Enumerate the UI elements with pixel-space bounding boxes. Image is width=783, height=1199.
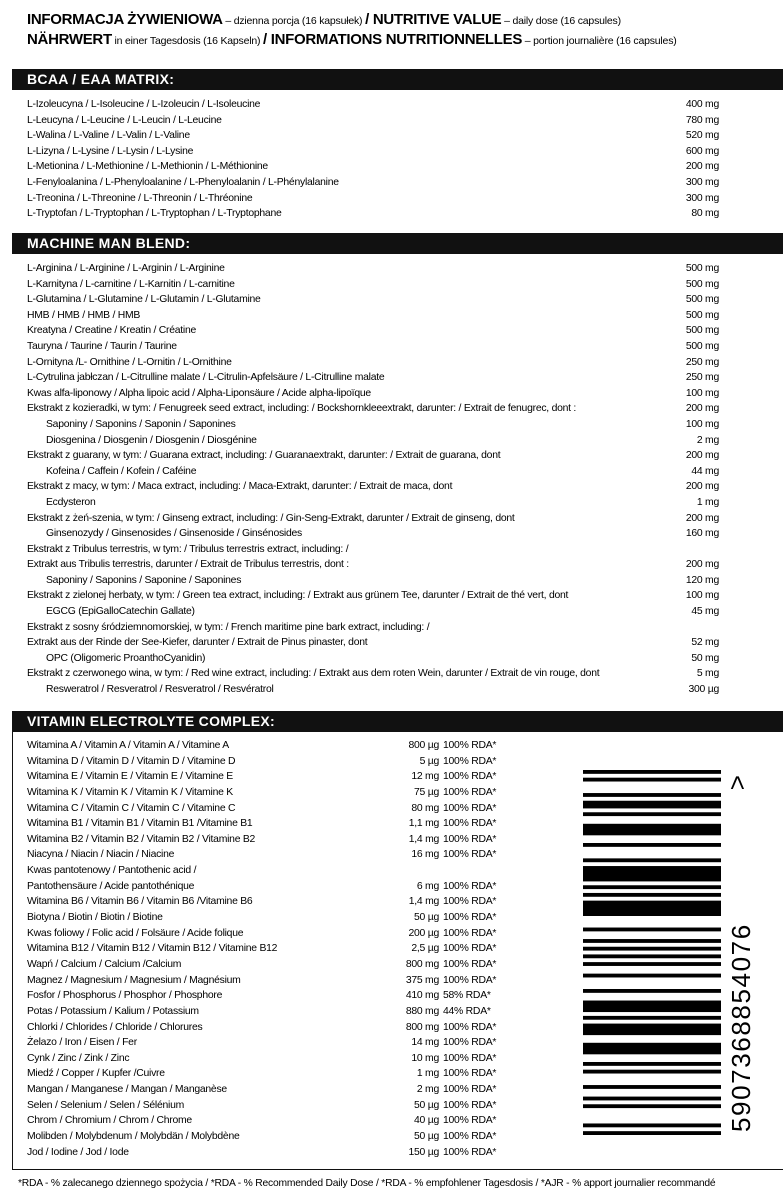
vitamin-row [27, 1004, 527, 1020]
nutrient-label: L-Metionina / L-Methionine / L-Methionin / L-Méthionine [27, 161, 268, 173]
vitamin-rda: 100% RDA* [443, 740, 497, 751]
nutrient-label: L-Leucyna / L-Leucine / L-Leucin / L-Leucine [27, 114, 222, 126]
barcode [583, 770, 721, 1135]
nutrient-amount: 500 mg [685, 294, 719, 306]
barcode-bar [583, 901, 721, 916]
vitamin-row [27, 894, 527, 910]
nutrient-row [27, 277, 719, 293]
nutrient-label: Ekstrakt z sosny śródziemnomorskiej, w tym: / French maritime pine bark extract, including: / [27, 621, 430, 633]
nutrient-label: L-Cytrulina jabłczan / L-Citrulline malate / L-Citrulin-Apfelsäure / L-Citrulline malate [27, 372, 385, 384]
nutrient-amount: 100 mg [685, 387, 719, 399]
barcode-bar [583, 974, 721, 978]
vitamin-rda: 100% RDA* [443, 1131, 497, 1143]
barcode-bar [583, 1070, 721, 1074]
vitamin-rda: 100% RDA* [443, 1052, 497, 1064]
vitamin-label: Kwas pantotenowy / Pantothenic acid / [27, 865, 197, 877]
nutrient-row [27, 401, 719, 417]
nutrient-amount: 200 mg [685, 512, 719, 524]
nutrient-amount: 100 mg [685, 590, 719, 602]
nutrient-label: L-Treonina / L-Threonine / L-Threonin / L-Thréonine [27, 192, 253, 204]
nutrient-label: Ekstrakt z macy, w tym: / Maca extract, including: / Maca-Extrakt, darunter: / Extrait de maca, dont [27, 481, 453, 493]
nutrient-amount: 2 mg [696, 434, 719, 446]
nutrient-amount: 500 mg [685, 278, 719, 290]
vitamin-row [27, 910, 527, 926]
vitamin-label: Wapń / Calcium / Calcium /Calcium [27, 958, 182, 970]
nutrient-label: L-Walina / L-Valine / L-Valin / L-Valine [27, 130, 190, 142]
vitamin-amount: 375 mg [405, 974, 439, 986]
vitamin-rda: 100% RDA* [443, 1146, 497, 1158]
vitamin-label: Molibden / Molybdenum / Molybdän / Molybdène [27, 1131, 240, 1143]
vitamin-label: Biotyna / Biotin / Biotin / Biotine [27, 912, 163, 924]
nutrient-amount: 200 mg [685, 161, 719, 173]
vitamin-row [27, 957, 527, 973]
section-title-blend: MACHINE MAN BLEND: [12, 233, 783, 254]
nutrient-label: EGCG (EpiGalloCatechin Gallate) [46, 606, 195, 618]
vitamin-rda: 100% RDA* [443, 927, 497, 939]
vitamin-label: Miedź / Copper / Kupfer /Cuivre [27, 1068, 165, 1080]
nutrient-row [27, 323, 719, 339]
nutrient-amount: 200 mg [685, 403, 719, 415]
vitamin-amount: 6 mg [416, 880, 439, 892]
nutrient-amount: 52 mg [691, 637, 719, 649]
nutrient-amount: 50 mg [691, 652, 719, 664]
vitamin-row [27, 754, 527, 770]
vitamin-amount: 2,5 µg [411, 943, 439, 955]
nutrient-row [27, 666, 719, 682]
nutrient-amount: 500 mg [685, 340, 719, 352]
nutrient-row [27, 604, 719, 620]
barcode-bar [583, 824, 721, 836]
vitamin-amount: 2 mg [416, 1084, 439, 1096]
nutrient-amount: 120 mg [685, 574, 719, 586]
nutrient-amount: 44 mg [691, 465, 719, 477]
vitamin-rda: 100% RDA* [443, 958, 497, 970]
vitamin-label: Witamina B6 / Vitamin B6 / Vitamin B6 /Vitamine B6 [27, 896, 253, 908]
vitamin-amount: 50 µg [414, 1131, 439, 1143]
vitamin-amount: 1,4 mg [408, 896, 439, 908]
vitamin-row [27, 879, 527, 895]
section-title-bcaa: BCAA / EAA MATRIX: [12, 69, 783, 90]
barcode-marker: > [721, 775, 752, 791]
vitamin-row [27, 1051, 527, 1067]
nutrient-row [27, 557, 719, 573]
vitamin-row [27, 1082, 527, 1098]
barcode-bar [583, 843, 721, 847]
nutrient-row [27, 308, 719, 324]
vitamin-amount: 800 µg [408, 740, 439, 751]
nutrient-label: OPC (Oligomeric ProanthoCyanidin) [46, 652, 206, 664]
vitamin-label: Chlorki / Chlorides / Chloride / Chlorures [27, 1021, 203, 1033]
barcode-bar [583, 893, 721, 897]
vitamin-row [27, 1098, 527, 1114]
vitamin-row [27, 1066, 527, 1082]
nutrient-amount: 300 mg [685, 176, 719, 188]
nutrient-amount: 80 mg [691, 208, 719, 220]
vitamin-rda: 100% RDA* [443, 943, 497, 955]
vitamin-label: Cynk / Zinc / Zink / Zinc [27, 1052, 130, 1064]
nutrient-label: Kofeina / Caffein / Kofein / Caféine [46, 465, 197, 477]
vitamin-rda: 100% RDA* [443, 818, 497, 830]
barcode-bar [583, 885, 721, 889]
nutrient-row [27, 417, 719, 433]
nutrient-row [27, 159, 719, 175]
vitamin-label: Żelazo / Iron / Eisen / Fer [27, 1037, 137, 1049]
header-line-2-part: NÄHRWERT [27, 31, 112, 48]
vitamin-amount: 200 µg [408, 927, 439, 939]
vitamin-row [27, 863, 527, 879]
vitamin-label: Fosfor / Phosphorus / Phosphor / Phosphore [27, 990, 223, 1002]
vitamin-rda: 100% RDA* [443, 1084, 497, 1096]
nutrition-header [27, 10, 772, 50]
vitamin-rda: 100% RDA* [443, 974, 497, 986]
barcode-bar [583, 1016, 721, 1020]
nutrient-label: L-Lizyna / L-Lysine / L-Lysin / L-Lysine [27, 145, 194, 157]
nutrient-row [27, 97, 719, 113]
vitamin-amount: 1 mg [416, 1068, 439, 1080]
vitamin-list [27, 738, 527, 1160]
nutrient-amount: 1 mg [696, 496, 719, 508]
vitamin-row [27, 847, 527, 863]
barcode-bar [583, 1085, 721, 1089]
vitamin-amount: 10 mg [411, 1052, 439, 1064]
vitamin-rda: 100% RDA* [443, 771, 497, 783]
nutrient-amount: 200 mg [685, 481, 719, 493]
barcode-bar [583, 858, 721, 862]
nutrient-row [27, 495, 719, 511]
vitamin-amount: 150 µg [408, 1146, 439, 1158]
nutrient-row [27, 144, 719, 160]
nutrient-label: Extrakt aus der Rinde der See-Kiefer, darunter / Extrait de Pinus pinaster, dont [27, 637, 368, 649]
vitamin-rda: 100% RDA* [443, 1068, 497, 1080]
nutrient-label: Ekstrakt z żeń-szenia, w tym: / Ginseng extract, including: / Gin-Seng-Extrakt, darunter / Extrait de ginseng, dont [27, 512, 515, 524]
header-line-1-part: INFORMACJA ŻYWIENIOWA [27, 11, 223, 28]
vitamin-label: Witamina D / Vitamin D / Vitamin D / Vitamine D [27, 755, 236, 767]
nutrient-row [27, 206, 719, 222]
nutrient-amount: 780 mg [685, 114, 719, 126]
barcode-bar [583, 1097, 721, 1101]
vitamin-amount: 880 mg [405, 1005, 439, 1017]
barcode-bar [583, 793, 721, 797]
vitamin-amount: 50 µg [414, 912, 439, 924]
vitamin-row [27, 973, 527, 989]
header-line-2 [27, 30, 772, 50]
nutrient-label: Kreatyna / Creatine / Kreatin / Créatine [27, 325, 197, 337]
nutrient-amount: 250 mg [685, 372, 719, 384]
vitamin-label: Witamina C / Vitamin C / Vitamin C / Vitamine C [27, 802, 236, 814]
header-line-2-part: in einer Tagesdosis (16 Kapseln) [111, 35, 264, 47]
nutrient-label: Tauryna / Taurine / Taurin / Taurine [27, 340, 177, 352]
rda-footnote: *RDA - % zalecanego dziennego spożycia / *RDA - % Recommended Daily Dose / *RDA - % empfohlener Tagesdosis / *AJR - % apport journalier recommandé [18, 1178, 716, 1189]
vitamin-label: Selen / Selenium / Selen / Sélénium [27, 1099, 185, 1111]
vitamin-row [27, 738, 527, 754]
barcode-bar [583, 928, 721, 932]
header-line-1-part: – dzienna porcja (16 kapsułek) [222, 15, 366, 27]
nutrient-label: Ekstrakt z kozieradki, w tym: / Fenugreek seed extract, including: / Bockshornkleeextrakt, darunter: / Extrait de fenugrec, dont : [27, 403, 577, 415]
vitamin-label: Niacyna / Niacin / Niacin / Niacine [27, 849, 175, 861]
vitamin-rda: 100% RDA* [443, 912, 497, 924]
nutrient-amount: 600 mg [685, 145, 719, 157]
vitamin-rda: 100% RDA* [443, 849, 497, 861]
nutrient-label: Diosgenina / Diosgenin / Diosgenin / Diosgénine [46, 434, 257, 446]
nutrient-label: HMB / HMB / HMB / HMB [27, 309, 141, 321]
nutrient-amount: 100 mg [685, 418, 719, 430]
barcode-bar [583, 954, 721, 958]
barcode-bar [583, 947, 721, 951]
nutrient-amount: 400 mg [685, 99, 719, 110]
vitamin-amount: 5 µg [419, 755, 439, 767]
vitamin-row [27, 801, 527, 817]
nutrient-amount: 200 mg [685, 450, 719, 462]
nutrient-row [27, 292, 719, 308]
barcode-bar [583, 1062, 721, 1066]
nutrient-label: Ecdysteron [46, 496, 96, 508]
vitamin-row [27, 1035, 527, 1051]
nutrient-label: Resweratrol / Resveratrol / Resveratrol / Resvératrol [46, 684, 274, 696]
vitamin-amount: 80 mg [411, 802, 439, 814]
vitamin-label: Witamina K / Vitamin K / Vitamin K / Vitamine K [27, 786, 233, 798]
vitamin-label: Kwas foliowy / Folic acid / Folsäure / Acide folique [27, 927, 244, 939]
vitamin-rda: 100% RDA* [443, 1115, 497, 1127]
nutrient-row [27, 542, 719, 558]
vitamin-row [27, 988, 527, 1004]
nutrient-row [27, 511, 719, 527]
nutrient-label: L-Arginina / L-Arginine / L-Arginin / L-Arginine [27, 263, 225, 274]
barcode-digits [721, 770, 763, 1135]
nutrient-amount: 500 mg [685, 263, 719, 274]
nutrient-amount: 200 mg [685, 559, 719, 571]
vitamin-rda: 100% RDA* [443, 896, 497, 908]
barcode-bar [583, 1131, 721, 1135]
vitamin-rda: 100% RDA* [443, 1099, 497, 1111]
vitamin-amount: 40 µg [414, 1115, 439, 1127]
barcode-bar [583, 962, 721, 966]
vitamin-rda: 44% RDA* [443, 1005, 491, 1017]
nutrient-row [27, 635, 719, 651]
barcode-bar [583, 866, 721, 881]
nutrient-row [27, 261, 719, 277]
header-line-2-part: / INFORMATIONS NUTRITIONNELLES [263, 31, 523, 48]
vitamin-rda: 100% RDA* [443, 755, 497, 767]
vitamin-amount: 1,4 mg [408, 833, 439, 845]
vitamin-amount: 16 mg [411, 849, 439, 861]
barcode-bar [583, 1123, 721, 1127]
barcode-bar [583, 770, 721, 774]
nutrient-row [27, 370, 719, 386]
nutrient-row [27, 128, 719, 144]
barcode-bar [583, 1043, 721, 1055]
nutrient-row [27, 191, 719, 207]
nutrient-row [27, 339, 719, 355]
vitamin-row [27, 816, 527, 832]
nutrient-amount: 45 mg [691, 606, 719, 618]
nutrient-row [27, 448, 719, 464]
nutrient-label: Ekstrakt z zielonej herbaty, w tym: / Green tea extract, including: / Extrakt aus grünem Tee, darunter / Extrait de thé vert, dont [27, 590, 569, 602]
nutrient-label: Ekstrakt z guarany, w tym: / Guarana extract, including: / Guaranaextrakt, darunter: / Extrait de guarana, dont [27, 450, 501, 462]
barcode-bar [583, 812, 721, 816]
nutrient-label: Saponiny / Saponins / Saponine / Saponines [46, 574, 242, 586]
header-line-1-part: – daily dose (16 capsules) [501, 15, 621, 27]
vitamin-amount: 75 µg [414, 786, 439, 798]
barcode-bar [583, 1001, 721, 1013]
nutrient-row [27, 573, 719, 589]
vitamin-label: Mangan / Manganese / Mangan / Manganèse [27, 1084, 227, 1096]
barcode-bar [583, 989, 721, 993]
vitamin-label: Pantothensäure / Acide pantothénique [27, 880, 195, 892]
vitamin-row [27, 1113, 527, 1129]
header-line-1-part: / NUTRITIVE VALUE [365, 11, 502, 28]
vitamin-rda: 100% RDA* [443, 833, 497, 845]
vitamin-rda: 100% RDA* [443, 1021, 497, 1033]
nutrient-amount: 300 mg [685, 192, 719, 204]
barcode-bar [583, 939, 721, 943]
left-rule [12, 732, 13, 1170]
vitamin-row [27, 1145, 527, 1161]
nutrient-label: Ginsenozydy / Ginsenosides / Ginsenoside / Ginsénosides [46, 528, 302, 540]
nutrient-row [27, 175, 719, 191]
nutrient-row [27, 386, 719, 402]
nutrient-amount: 500 mg [685, 309, 719, 321]
vitamin-rda: 100% RDA* [443, 1037, 497, 1049]
vitamin-label: Jod / Iodine / Jod / Iode [27, 1146, 129, 1158]
section-title-vitamin: VITAMIN ELECTROLYTE COMPLEX: [12, 711, 783, 732]
vitamin-rda: 100% RDA* [443, 880, 497, 892]
nutrient-row [27, 479, 719, 495]
nutrient-label: L-Izoleucyna / L-Isoleucine / L-Izoleucin / L-Isoleucine [27, 99, 261, 110]
nutrient-amount: 300 µg [688, 684, 719, 696]
barcode-bar [583, 778, 721, 782]
nutrient-label: L-Karnityna / L-carnitine / L-Karnitin / L-carnitine [27, 278, 235, 290]
barcode-bar [583, 801, 721, 809]
nutrient-row [27, 682, 719, 698]
barcode-bar [583, 1024, 721, 1036]
vitamin-label: Witamina B2 / Vitamin B2 / Vitamin B2 / Vitamine B2 [27, 833, 256, 845]
nutrient-amount: 5 mg [696, 668, 719, 680]
vitamin-amount: 800 mg [405, 1021, 439, 1033]
nutrient-label: Ekstrakt z czerwonego wina, w tym: / Red wine extract, including: / Extrakt aus dem roten Wein, darunter / Extrait de vin rouge, dont [27, 668, 600, 680]
header-line-2-part: – portion journalière (16 capsules) [522, 35, 677, 47]
barcode-bar [583, 1104, 721, 1108]
nutrient-label: L-Fenyloalanina / L-Phenyloalanine / L-Phenyloalanin / L-Phénylalanine [27, 176, 339, 188]
vitamin-amount: 12 mg [411, 771, 439, 783]
nutrient-label: L-Ornityna /L- Ornithine / L-Ornitin / L-Ornithine [27, 356, 232, 368]
nutrient-label: L-Tryptofan / L-Tryptophan / L-Tryptophan / L-Tryptophane [27, 208, 282, 220]
vitamin-amount: 50 µg [414, 1099, 439, 1111]
vitamin-amount: 1,1 mg [408, 818, 439, 830]
vitamin-row [27, 832, 527, 848]
nutrient-label: Extrakt aus Tribulis terrestris, darunter / Extrait de Tribulus terrestris, dont : [27, 559, 349, 571]
nutrient-row [27, 526, 719, 542]
nutrient-amount: 520 mg [685, 130, 719, 142]
vitamin-label: Witamina E / Vitamin E / Vitamin E / Vitamine E [27, 771, 233, 783]
nutrient-label: Ekstrakt z Tribulus terrestris, w tym: / Tribulus terrestris extract, including: / [27, 543, 349, 555]
vitamin-label: Witamina B12 / Vitamin B12 / Vitamin B12 / Vitamine B12 [27, 943, 278, 955]
nutrient-row [27, 651, 719, 667]
blend-list [27, 261, 719, 698]
vitamin-row [27, 1129, 527, 1145]
vitamin-row [27, 785, 527, 801]
nutrient-row [27, 113, 719, 129]
vitamin-label: Witamina B1 / Vitamin B1 / Vitamin B1 /Vitamine B1 [27, 818, 253, 830]
nutrient-amount: 500 mg [685, 325, 719, 337]
header-line-1 [27, 10, 772, 30]
nutrient-amount: 250 mg [685, 356, 719, 368]
bottom-rule [12, 1169, 783, 1170]
nutrient-row [27, 433, 719, 449]
vitamin-label: Magnez / Magnesium / Magnesium / Magnésium [27, 974, 241, 986]
vitamin-rda: 100% RDA* [443, 802, 497, 814]
nutrient-label: Saponiny / Saponins / Saponin / Saponines [46, 418, 236, 430]
vitamin-row [27, 941, 527, 957]
nutrient-row [27, 355, 719, 371]
vitamin-label: Chrom / Chromium / Chrom / Chrome [27, 1115, 192, 1127]
vitamin-amount: 800 mg [405, 958, 439, 970]
nutrient-label: L-Glutamina / L-Glutamine / L-Glutamin / L-Glutamine [27, 294, 261, 306]
bcaa-list [27, 97, 719, 222]
vitamin-row [27, 1020, 527, 1036]
vitamin-amount: 410 mg [405, 990, 439, 1002]
nutrient-amount: 160 mg [685, 528, 719, 540]
vitamin-row [27, 769, 527, 785]
nutrient-label: Kwas alfa-liponowy / Alpha lipoic acid / Alpha-Liponsäure / Acide alpha-lipoïque [27, 387, 371, 399]
barcode-number: 5907368854076 [725, 923, 756, 1132]
vitamin-rda: 100% RDA* [443, 786, 497, 798]
vitamin-rda: 58% RDA* [443, 990, 491, 1002]
vitamin-label: Witamina A / Vitamin A / Vitamin A / Vitamine A [27, 740, 229, 751]
vitamin-label: Potas / Potassium / Kalium / Potassium [27, 1005, 199, 1017]
vitamin-row [27, 926, 527, 942]
nutrient-row [27, 620, 719, 636]
vitamin-amount: 14 mg [411, 1037, 439, 1049]
nutrient-row [27, 464, 719, 480]
nutrient-row [27, 588, 719, 604]
